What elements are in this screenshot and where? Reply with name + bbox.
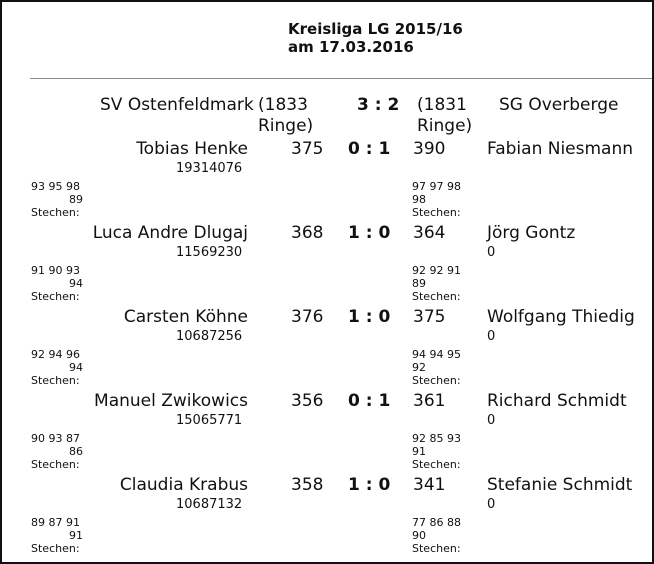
- pairing-result: 1 : 0: [348, 223, 391, 243]
- home-series-line-1: 93 95 98: [31, 180, 80, 193]
- home-stechen-label: Stechen:: [31, 290, 80, 303]
- home-shooter-score: 356: [291, 391, 324, 411]
- home-shooter-id: 11569230: [176, 245, 243, 260]
- home-stechen-label: Stechen:: [31, 542, 80, 555]
- away-shooter-score: 375: [413, 307, 446, 327]
- away-series-line-2: 92: [412, 361, 426, 374]
- home-series-line-1: 91 90 93: [31, 264, 80, 277]
- home-shooter-id: 10687256: [176, 329, 243, 344]
- away-series-line-1: 92 92 91: [412, 264, 461, 277]
- away-series-line-2: 98: [412, 193, 426, 206]
- home-shooter-name: Claudia Krabus: [119, 475, 248, 495]
- away-series-line-1: 94 94 95: [412, 348, 461, 361]
- home-shooter-id: 19314076: [176, 161, 243, 176]
- away-stechen-label: Stechen:: [412, 542, 461, 555]
- away-series-line-2: 91: [412, 445, 426, 458]
- away-team-total: (1831: [417, 95, 467, 115]
- away-series-line-2: 90: [412, 529, 426, 542]
- home-shooter-name: Tobias Henke: [136, 139, 248, 159]
- pairing-result: 1 : 0: [348, 475, 391, 495]
- divider: [30, 78, 654, 79]
- home-series-line-1: 89 87 91: [31, 516, 80, 529]
- home-stechen-label: Stechen:: [31, 206, 80, 219]
- away-shooter-id: 0: [487, 413, 496, 428]
- home-series-line-2: 86: [69, 445, 83, 458]
- away-shooter-score: 364: [413, 223, 446, 243]
- away-shooter-score: 341: [413, 475, 446, 495]
- document-title: [288, 20, 463, 56]
- pairing-result: 0 : 1: [348, 139, 391, 159]
- home-series-line-2: 89: [69, 193, 83, 206]
- away-shooter-id: 0: [487, 497, 496, 512]
- away-stechen-label: Stechen:: [412, 206, 461, 219]
- home-series-line-1: 90 93 87: [31, 432, 80, 445]
- home-shooter-score: 376: [291, 307, 324, 327]
- pairing-result: 1 : 0: [348, 307, 391, 327]
- home-shooter-name: Manuel Zwikowics: [94, 391, 248, 411]
- pairing-result: 0 : 1: [348, 391, 391, 411]
- away-shooter-name: Fabian Niesmann: [487, 139, 634, 159]
- home-shooter-id: 15065771: [176, 413, 243, 428]
- away-shooter-name: Jörg Gontz: [487, 223, 576, 243]
- away-series-line-2: 89: [412, 277, 426, 290]
- home-stechen-label: Stechen:: [31, 458, 80, 471]
- home-shooter-name: Carsten Köhne: [123, 307, 248, 327]
- home-shooter-score: 358: [291, 475, 324, 495]
- home-series-line-2: 94: [69, 277, 83, 290]
- away-shooter-id: 0: [487, 245, 496, 260]
- away-team-unit: Ringe): [417, 116, 473, 136]
- title-line-2: am 17.03.2016: [288, 38, 414, 56]
- away-stechen-label: Stechen:: [412, 458, 461, 471]
- away-shooter-name: Stefanie Schmidt: [487, 475, 633, 495]
- away-shooter-id: 0: [487, 329, 496, 344]
- home-series-line-2: 94: [69, 361, 83, 374]
- away-shooter-name: Wolfgang Thiedig: [487, 307, 635, 327]
- home-stechen-label: Stechen:: [31, 374, 80, 387]
- match-score: 3 : 2: [357, 95, 400, 115]
- home-series-line-1: 92 94 96: [31, 348, 80, 361]
- away-team-name: SG Overberge: [499, 95, 619, 115]
- home-team-name: SV Ostenfeldmark: [100, 95, 254, 115]
- away-series-line-1: 97 97 98: [412, 180, 461, 193]
- home-series-line-2: 91: [69, 529, 83, 542]
- away-series-line-1: 77 86 88: [412, 516, 461, 529]
- away-stechen-label: Stechen:: [412, 290, 461, 303]
- home-team-unit: Ringe): [258, 116, 314, 136]
- away-series-line-1: 92 85 93: [412, 432, 461, 445]
- home-shooter-score: 375: [291, 139, 324, 159]
- away-shooter-score: 390: [413, 139, 446, 159]
- away-shooter-score: 361: [413, 391, 446, 411]
- home-shooter-score: 368: [291, 223, 324, 243]
- title-line-1: Kreisliga LG 2015/16: [288, 20, 463, 38]
- home-shooter-name: Luca Andre Dlugaj: [92, 223, 248, 243]
- away-shooter-name: Richard Schmidt: [487, 391, 627, 411]
- home-team-total: (1833: [258, 95, 308, 115]
- home-shooter-id: 10687132: [176, 497, 243, 512]
- away-stechen-label: Stechen:: [412, 374, 461, 387]
